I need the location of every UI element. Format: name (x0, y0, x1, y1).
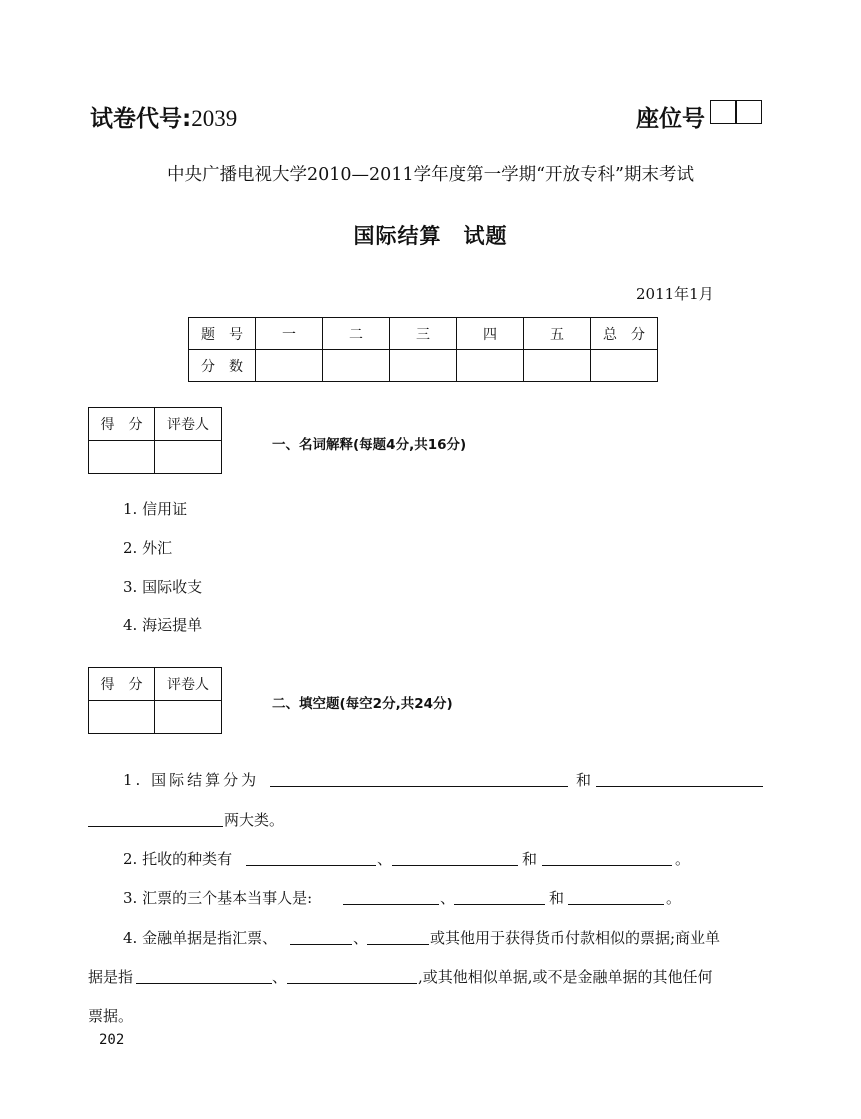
q1-text-end: 两大类。 (224, 811, 285, 829)
exam-date: 2011年1月 (636, 285, 714, 303)
q1-blank-2-cont[interactable] (88, 826, 223, 827)
exam-code-label: 试卷代号: (90, 106, 192, 132)
score-cell-q4: 四 (457, 318, 524, 350)
score-input-q4[interactable] (457, 350, 524, 382)
score-cell-q2: 二 (323, 318, 390, 350)
score-cell-total: 总 分 (591, 318, 658, 350)
q4-text-c: 据是指 (88, 968, 134, 986)
q1-blank-2[interactable] (596, 786, 763, 787)
q3-text-end: 。 (666, 889, 682, 907)
score-input-q5[interactable] (524, 350, 591, 382)
seat-number-box[interactable] (710, 100, 762, 124)
section2-title: 二、填空题(每空2分,共24分) (272, 696, 453, 712)
q1-blank-1[interactable] (270, 786, 568, 787)
q4-text-sep: 、 (353, 929, 369, 947)
university-line: 中央广播电视大学2010—2011学年度第一学期“开放专科”期末考试 (167, 165, 694, 185)
q3-blank-1[interactable] (343, 904, 439, 905)
grader-score-label: 得 分 (89, 408, 155, 441)
q2-text-end: 。 (675, 850, 691, 868)
q4-blank-3[interactable] (136, 983, 272, 984)
section1-item: 4. 海运提单 (123, 616, 203, 634)
score-cell-q1: 一 (256, 318, 323, 350)
q3-blank-3[interactable] (568, 904, 664, 905)
section1-item: 3. 国际收支 (123, 578, 203, 596)
q2-blank-3[interactable] (542, 865, 672, 866)
grader-box-section1 (88, 407, 222, 474)
q4-blank-1[interactable] (290, 944, 352, 945)
score-cell-q5: 五 (524, 318, 591, 350)
score-input-q3[interactable] (390, 350, 457, 382)
q2-text-and: 和 (522, 850, 538, 868)
score-row-label: 分 数 (189, 350, 256, 382)
q2-text-a: 2. 托收的种类有 (123, 850, 233, 868)
q3-text-sep: 、 (440, 889, 456, 907)
grader-score-input[interactable] (89, 701, 155, 734)
score-input-total[interactable] (591, 350, 658, 382)
grader-name-label: 评卷人 (155, 668, 222, 701)
score-cell-label: 题 号 (189, 318, 256, 350)
grader-name-input[interactable] (155, 441, 222, 474)
q2-text-sep: 、 (377, 850, 393, 868)
q3-text-and: 和 (549, 889, 565, 907)
q1-text-and: 和 (576, 771, 592, 789)
q4-blank-4[interactable] (287, 983, 417, 984)
score-table (188, 317, 658, 382)
q2-blank-1[interactable] (246, 865, 376, 866)
score-table-header-row (189, 318, 658, 350)
q4-blank-2[interactable] (367, 944, 429, 945)
grader-score-input[interactable] (89, 441, 155, 474)
grader-score-label: 得 分 (89, 668, 155, 701)
subject-title: 国际结算 试题 (353, 224, 508, 248)
q1-text-a: 1. 国际结算分为 (123, 771, 260, 789)
section1-item: 2. 外汇 (123, 539, 173, 557)
score-input-q1[interactable] (256, 350, 323, 382)
score-input-q2[interactable] (323, 350, 390, 382)
grader-name-label: 评卷人 (155, 408, 222, 441)
q4-text-e: 票据。 (88, 1007, 134, 1025)
q3-text-a: 3. 汇票的三个基本当事人是: (123, 889, 313, 907)
score-cell-q3: 三 (390, 318, 457, 350)
grader-name-input[interactable] (155, 701, 222, 734)
exam-code-number: 2039 (191, 106, 238, 131)
grader-box-section2 (88, 667, 222, 734)
q4-text-a: 4. 金融单据是指汇票、 (123, 929, 278, 947)
seat-number-label: 座位号 (636, 106, 705, 132)
section1-item: 1. 信用证 (123, 500, 188, 518)
q4-text-sep2: 、 (272, 968, 288, 986)
exam-code (90, 100, 237, 133)
q4-text-b: 或其他用于获得货币付款相似的票据;商业单 (430, 929, 721, 947)
q3-blank-2[interactable] (454, 904, 545, 905)
q4-text-d: ,或其他相似单据,或不是金融单据的其他任何 (418, 968, 713, 986)
page-number: 202 (99, 1032, 125, 1048)
q2-blank-2[interactable] (392, 865, 518, 866)
score-table-value-row (189, 350, 658, 382)
section1-title: 一、名词解释(每题4分,共16分) (272, 437, 467, 453)
